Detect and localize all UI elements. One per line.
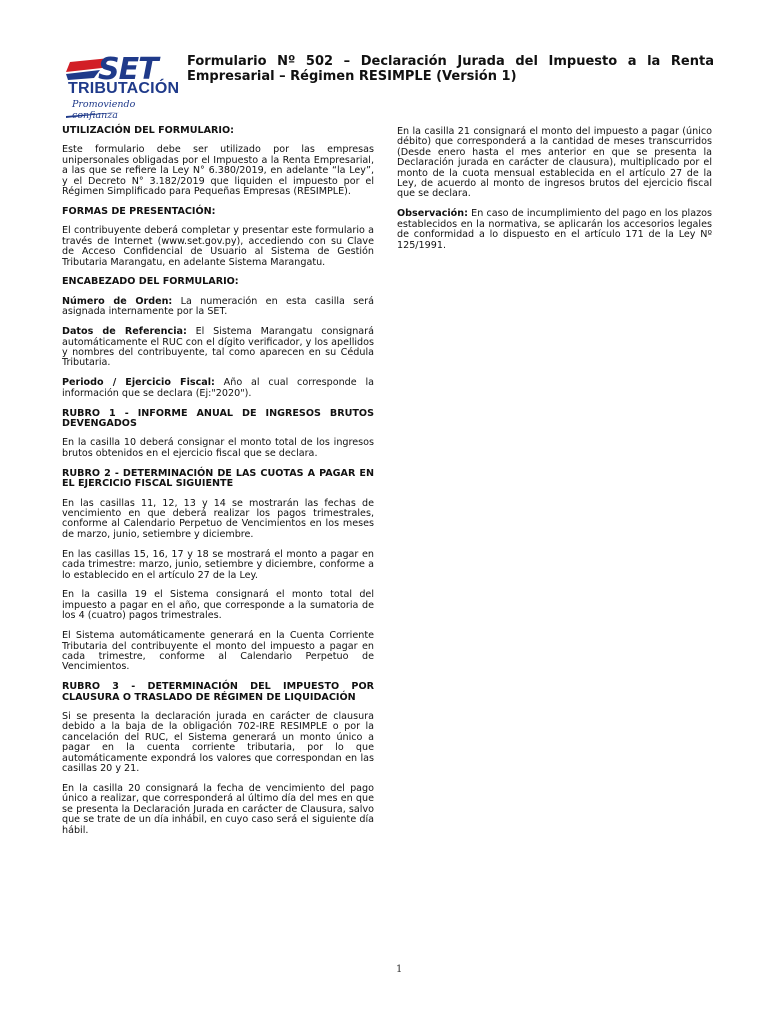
paragraph-periodo [62, 378, 374, 399]
paragraph-rubro-2-c: En la casilla 19 el Sistema consignará el monto total del impuesto a pagar en el año, que corresponde a la sumatoria de los 4 (cuatro) pagos trimestrales. [62, 589, 374, 622]
paragraph-casilla-21: En la casilla 21 consignará el monto del impuesto a pagar (único débito) que corresponderá a la cantidad de meses transcurridos (Desde enero hasta el mes anterior en que se presenta la Declaración jurada en carácter de clausura), multiplicado por el monto de la cuota mensual establecida en el artículo 27 de la Ley, de acuerdo al monto de ingresos brutos del ejercicio fiscal que se declara. [397, 126, 712, 200]
logo-brand-text: SET [98, 52, 158, 87]
document-title: Formulario Nº 502 – Declaración Jurada del Impuesto a la Renta Empresarial – Régimen RESIMPLE (Versión 1) [187, 54, 714, 84]
right-column [397, 127, 712, 260]
paragraph-rubro-2-b: En las casillas 15, 16, 17 y 18 se mostrará el monto a pagar en cada trimestre: marzo, junio, setiembre y diciembre, conforme a lo establecido en el artículo 27 de la Ley. [62, 548, 374, 581]
label-periodo: Periodo / Ejercicio Fiscal: [62, 377, 215, 389]
text-periodo: Año al cual corresponde la información que se declara (Ej:"2020"). [62, 377, 374, 399]
heading-rubro-1: RUBRO 1 - INFORME ANUAL DE INGRESOS BRUTOS DEVENGADOS [62, 407, 374, 430]
paragraph-rubro-1: En la casilla 10 deberá consignar el monto total de los ingresos brutos obtenidos en el ejercicio fiscal que se declara. [62, 437, 374, 459]
heading-formas-presentacion: FORMAS DE PRESENTACIÓN: [62, 205, 216, 217]
paragraph-rubro-3-a: Si se presenta la declaración jurada en carácter de clausura debido a la baja de la obligación 702-IRE RESIMPLE o por la cancelación del RUC, el Sistema generará un monto único a pagar en la cuenta corriente tributaria, por lo que automáticamente expondrá los valores que correspondan en las casillas 20 y 21. [62, 711, 374, 775]
logo-name-text: TRIBUTACIÓN [68, 80, 180, 97]
heading-encabezado: ENCABEZADO DEL FORMULARIO: [62, 276, 239, 288]
set-tributacion-logo [62, 52, 182, 121]
paragraph-utilizacion: Este formulario debe ser utilizado por las empresas unipersonales obligadas por el Impuesto a la Renta Empresarial, a las que se refiere la Ley N° 6.380/2019, en adelante “la Ley”, y el Decreto N° 3.182/2019 que liquiden el impuesto por el Régimen Simplificado para Pequeñas Empresas (RESIMPLE). [62, 144, 374, 198]
paragraph-observacion [397, 209, 712, 251]
heading-rubro-3: RUBRO 3 - DETERMINACIÓN DEL IMPUESTO POR CLAUSURA O TRASLADO DE RÉGIMEN DE LIQUIDACIÓN [62, 681, 374, 703]
label-numero-orden: Número de Orden: [62, 295, 173, 307]
logo-tagline: Promoviendo confianza [72, 99, 136, 121]
paragraph-rubro-3-b: En la casilla 20 consignará la fecha de vencimiento del pago único a realizar, que corresponderá al último día del mes en que se presenta la Declaración Jurada en carácter de Clausura, salvo que se trate de un día inhábil, en cuyo caso será el siguiente día hábil. [62, 783, 374, 836]
text-datos-referencia: El Sistema Marangatu consignará automáticamente el RUC con el dígito verificador, y los apellidos y nombres del contribuyente, tal como aparecen en su Cédula Tributaria. [62, 326, 375, 369]
left-column [62, 126, 374, 846]
heading-utilizacion: UTILIZACIÓN DEL FORMULARIO: [62, 125, 234, 136]
page-number: 1 [396, 964, 403, 975]
paragraph-rubro-2-d: El Sistema automáticamente generará en la Cuenta Corriente Tributaria del contribuyente el monto del impuesto a pagar en cada trimestre, conforme al Calendario Perpetuo de Vencimientos. [62, 630, 374, 673]
paragraph-rubro-2-a: En las casillas 11, 12, 13 y 14 se mostrarán las fechas de vencimiento en que deberá realizar los pagos trimestrales, conforme al Calendario Perpetuo de Vencimientos en los meses de marzo, junio, setiembre y diciembre. [62, 497, 374, 540]
paragraph-datos-referencia [62, 327, 374, 369]
heading-rubro-2: RUBRO 2 - DETERMINACIÓN DE LAS CUOTAS A PAGAR EN EL EJERCICIO FISCAL SIGUIENTE [62, 467, 374, 490]
label-observacion: Observación: [397, 208, 468, 220]
paragraph-formas-presentacion: El contribuyente deberá completar y presentar este formulario a través de Internet (www.set.gov.py), accediendo con su Clave de Acceso Confidencial de Usuario al Sistema de Gestión Tributaria Marangatu, en adelante Sistema Marangatu. [62, 225, 374, 268]
text-numero-orden: La numeración en esta casilla será asignada internamente por la SET. [62, 295, 375, 318]
paragraph-numero-orden [62, 297, 374, 318]
text-observacion: En caso de incumplimiento del pago en los plazos establecidos en la normativa, se aplicarán los accesorios legales de conformidad a lo dispuesto en el artículo 171 de la Ley Nº 125/1991. [397, 208, 712, 251]
label-datos-referencia: Datos de Referencia: [62, 326, 187, 338]
